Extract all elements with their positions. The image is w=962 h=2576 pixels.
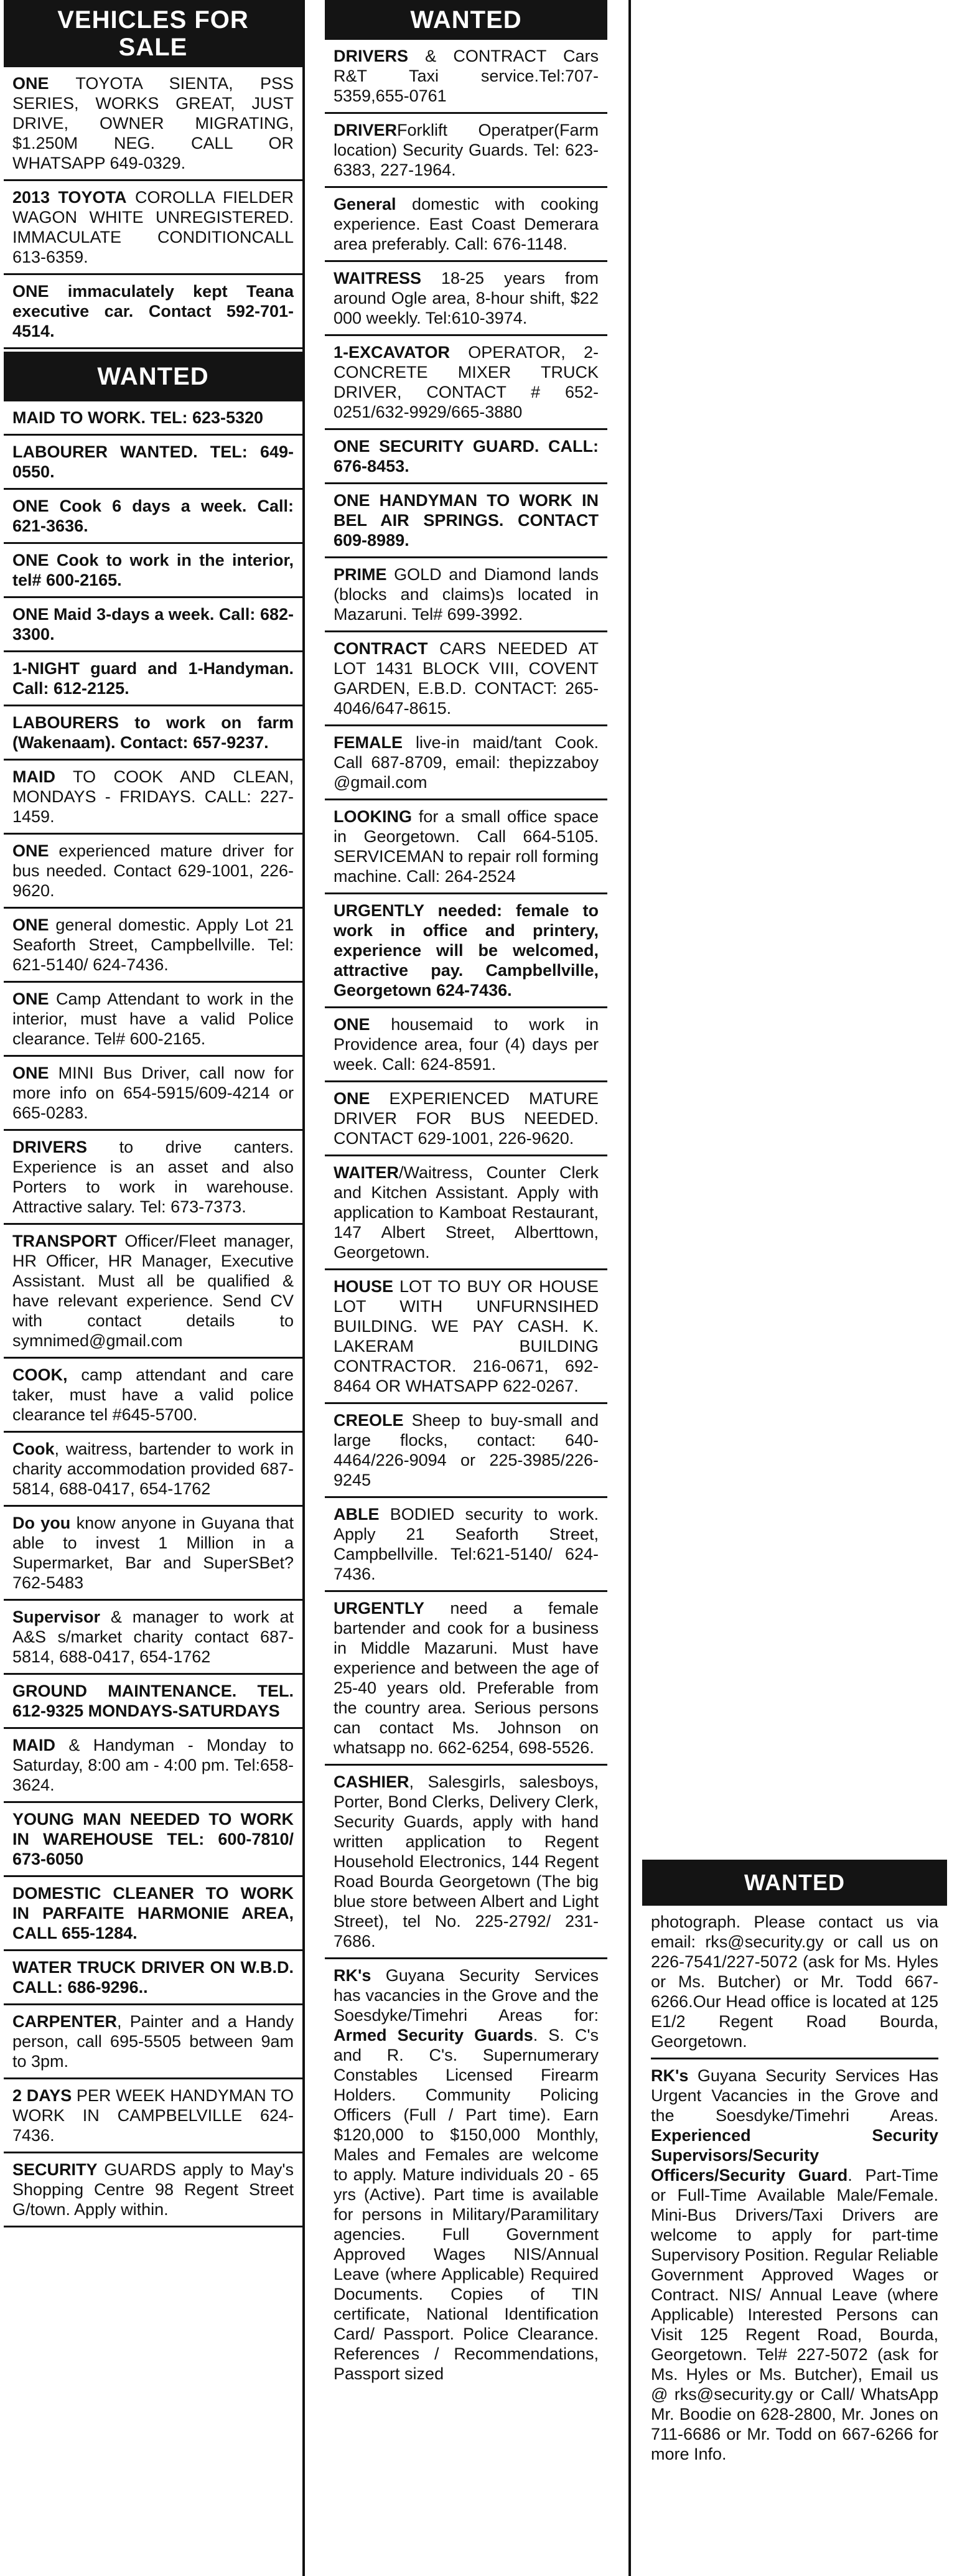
ad-lead: ONE HANDYMAN TO WORK IN BEL AIR SPRINGS. CONTACT 609-8989. xyxy=(334,491,599,550)
ad-lead: RK's xyxy=(334,1966,371,1985)
ad-lead: ONE xyxy=(12,916,49,934)
ad-bold: Armed Security Guards xyxy=(334,2026,533,2044)
classified-ad xyxy=(325,1008,607,1082)
classified-ad xyxy=(4,67,302,181)
classified-ad xyxy=(325,430,607,484)
classified-ad xyxy=(4,1951,302,2005)
ad-lead: LOOKING xyxy=(334,807,412,826)
classified-ad xyxy=(4,652,302,706)
ad-text: Guyana Security Services Has Urgent Vacancies in the Grove and the Soesdyke/Timehri Areas. xyxy=(651,2066,938,2125)
ad-lead: General xyxy=(334,195,396,213)
classified-ad xyxy=(4,1057,302,1131)
ad-lead: ONE Cook to work in the interior, tel# 600-2165. xyxy=(12,551,294,589)
classified-ad xyxy=(4,1359,302,1433)
ad-lead: CARPENTER xyxy=(12,2012,118,2031)
ad-text: LOT TO BUY OR HOUSE LOT WITH UNFURNSIHED BUILDING. WE PAY CASH. K. LAKERAM BUILDING CONTRACTOR. 216-0671, 692-8464 OR WHATSAPP 622-0267. xyxy=(334,1277,599,1395)
ad-text: for a small office space in Georgetown. Call 664-5105. SERVICEMAN to repair roll forming machine. Call: 264-2524 xyxy=(334,807,599,886)
ad-text: BODIED security to work. Apply 21 Seaforth Street, Campbellville. Tel:621-5140/ 624-7436. xyxy=(334,1505,599,1583)
ad-lead: ONE xyxy=(12,74,49,93)
rks-ad-continued: photograph. Please contact us via email: rks@security.gy or call us on 226-7541/227-5072 (ask for Ms. Hyles or Ms. Butcher) or Mr. Todd 667-6266.Our Head office is located at 125 E1/2 Regent Road Bourda, Georgetown. xyxy=(651,1913,938,2051)
classified-ad xyxy=(4,490,302,544)
ad-text: MINI Bus Driver, call now for more info on 654-5915/609-4214 or 665-0283. xyxy=(12,1064,294,1122)
ad-text: , waitress, bartender to work in charity accommodation provided 687-5814, 688-0417, 654-1762 xyxy=(12,1440,294,1498)
ad-text: , Salesgirls, salesboys, Porter, Bond Clerks, Delivery Clerk, Security Guards, apply with hand written application to Regent Household Electronics, 144 Regent Road Bourda Georgetown (The big blue store between Albert and Light Street), tel No. 225-2792/ 231-7686. xyxy=(334,1773,599,1951)
rks-ad xyxy=(642,2059,947,2470)
ad-lead: URGENTLY xyxy=(334,1599,425,1618)
ad-text: . Part-Time or Full-Time Available Male/Female. Mini-Bus Drivers/Taxi Drivers are welcome to apply for part-time Supervisory Position. Regular Reliable Government Approved Wages or Contract. NIS/ Annual Leave (where Applicable) Interested Persons can Visit 125 Regent Road, Bourda, Georgetown. Tel# 227-5072 (ask for Ms. Hyles or Ms. Butcher), Email us @ rks@security.gy or Call/ WhatsApp Mr. Boodie on 628-2800, Mr. Jones on 711-6686 or Mr. Todd on 667-6266 for more Info. xyxy=(651,2166,938,2463)
rks-ad xyxy=(325,1959,607,2390)
ad-text: experienced mature driver for bus needed. Contact 629-1001, 226-9620. xyxy=(12,841,294,900)
classified-ad xyxy=(325,1592,607,1766)
classified-ad xyxy=(4,181,302,275)
ad-text: Guyana Security Services has vacancies in the Grove and the Soesdyke/Timehri Areas for: xyxy=(334,1966,599,2025)
classified-ad xyxy=(4,1131,302,1225)
classified-ad xyxy=(325,558,607,632)
ad-lead: ABLE xyxy=(334,1505,380,1524)
ad-text: domestic with cooking experience. East Coast Demerara area preferably. Call: 676-1148. xyxy=(334,195,599,253)
ad-text: & Handyman - Monday to Saturday, 8:00 am - 4:00 pm. Tel:658-3624. xyxy=(12,1736,294,1794)
classified-ad xyxy=(325,336,607,430)
ad-text: EXPERIENCED MATURE DRIVER FOR BUS NEEDED. CONTACT 629-1001, 226-9620. xyxy=(334,1089,599,1148)
ad-text: /Waitress, Counter Clerk and Kitchen Assistant. Apply with application to Kamboat Restaurant, 147 Albert Street, Alberttown, Georgetown. xyxy=(334,1163,599,1262)
ad-lead: ONE xyxy=(334,1089,370,1108)
ad-lead: ONE SECURITY GUARD. CALL: 676-8453. xyxy=(334,437,599,475)
vehicles-for-sale-header: VEHICLES FOR SALE xyxy=(4,0,302,67)
ad-lead: WAITRESS xyxy=(334,269,422,288)
ad-lead: DRIVER xyxy=(334,121,398,139)
ad-lead: WATER TRUCK DRIVER ON W.B.D. CALL: 686-9296.. xyxy=(12,1958,294,1997)
ad-text: TO COOK AND CLEAN, MONDAYS - FRIDAYS. CALL: 227-1459. xyxy=(12,767,294,826)
ad-lead: ONE immaculately kept Teana executive car. Contact 592-701-4514. xyxy=(12,282,294,340)
ad-lead: PRIME xyxy=(334,565,387,584)
classified-ad xyxy=(4,436,302,490)
classified-ad xyxy=(4,1601,302,1675)
classified-ad xyxy=(325,632,607,726)
ad-lead: CONTRACT xyxy=(334,639,428,658)
ad-lead: LABOURERS to work on farm (Wakenaam). Contact: 657-9237. xyxy=(12,713,294,752)
classified-ad xyxy=(4,1433,302,1507)
ad-text: Sheep to buy-small and large flocks, contact: 640-4464/226-9094 or 225-3985/226-9245 xyxy=(334,1411,599,1489)
classified-ad xyxy=(325,40,607,114)
ad-lead: MAID xyxy=(12,767,55,786)
classified-ad xyxy=(325,262,607,336)
ad-lead: CASHIER xyxy=(334,1773,409,1791)
ad-text: Officer/Fleet manager, HR Officer, HR Manager, Executive Assistant. Must all be qualified & have relevant experience. Send CV with contact details to symnimed@gmail.com xyxy=(12,1232,294,1350)
classified-ad xyxy=(4,1507,302,1601)
column-divider xyxy=(628,0,631,2576)
ad-lead: Do you xyxy=(12,1514,71,1532)
column-2 xyxy=(325,0,607,2390)
ad-text: camp attendant and care taker, must have a valid police clearance tel #645-5700. xyxy=(12,1365,294,1424)
ad-text: Forklift Operatper(Farm location) Security Guards. Tel: 623-6383, 227-1964. xyxy=(334,121,599,179)
classified-ad xyxy=(325,726,607,800)
classified-ad xyxy=(325,188,607,262)
classified-ad xyxy=(325,1766,607,1959)
classified-ad xyxy=(4,2079,302,2153)
ad-text: CARS NEEDED AT LOT 1431 BLOCK VIII, COVENT GARDEN, E.B.D. CONTACT: 265-4046/647-8615. xyxy=(334,639,599,718)
classified-ad xyxy=(4,544,302,598)
classified-ad xyxy=(4,835,302,909)
classified-ad xyxy=(325,484,607,558)
ad-bold: Experienced Security Supervisors/Security Officers/Security Guard xyxy=(651,2126,938,2185)
wanted-header: WANTED xyxy=(4,352,302,401)
classified-ad xyxy=(4,598,302,652)
classified-ad xyxy=(325,1082,607,1156)
classified-ad xyxy=(4,1803,302,1877)
ad-lead: GROUND MAINTENANCE. TEL. 612-9325 MONDAYS-SATURDAYS xyxy=(12,1682,294,1720)
ad-text: , Painter and a Handy person, call 695-5505 between 9am to 3pm. xyxy=(12,2012,294,2071)
ad-lead: Cook xyxy=(12,1440,55,1458)
ad-lead: HOUSE xyxy=(334,1277,394,1296)
ad-lead: ONE xyxy=(334,1015,370,1034)
classified-ad xyxy=(325,1498,607,1592)
ad-lead: 1-EXCAVATOR xyxy=(334,343,451,362)
column-1 xyxy=(4,0,302,2227)
classified-ad xyxy=(4,1729,302,1803)
ad-lead: 1-NIGHT guard and 1-Handyman. Call: 612-2125. xyxy=(12,659,294,698)
classified-ad xyxy=(4,275,302,349)
classified-ad xyxy=(4,1877,302,1951)
ad-text: PER WEEK HANDYMAN TO WORK IN CAMPBELVILLE 624-7436. xyxy=(12,2086,294,2145)
ad-lead: COOK, xyxy=(12,1365,68,1384)
ad-lead: DRIVERS xyxy=(12,1138,88,1156)
ad-text: 18-25 years from around Ogle area, 8-hour shift, $22 000 weekly. Tel:610-3974. xyxy=(334,269,599,327)
ad-lead: ONE Cook 6 days a week. Call: 621-3636. xyxy=(12,497,294,535)
ad-text: need a female bartender and cook for a business in Middle Mazaruni. Must have experience and between the age of 25-40 years old. Preferable from the country area. Serious persons can contact Ms. Johnson on whatsapp no. 662-6254, 698-5526. xyxy=(334,1599,599,1757)
classified-ad xyxy=(4,401,302,436)
wanted-header: WANTED xyxy=(642,1860,947,1906)
classified-ad xyxy=(325,1270,607,1404)
ad-text: GOLD and Diamond lands (blocks and claims)s located in Mazaruni. Tel# 699-3992. xyxy=(334,565,599,624)
classified-ad xyxy=(4,1675,302,1729)
wanted-list xyxy=(325,40,607,1959)
ad-text: know anyone in Guyana that able to invest 1 Million in a Supermarket, Bar and SuperSBet? 762-5483 xyxy=(12,1514,294,1592)
ad-lead: ONE xyxy=(12,1064,49,1082)
ad-lead: CREOLE xyxy=(334,1411,404,1430)
ad-text: live-in maid/tant Cook. Call 687-8709, email: thepizzaboy @gmail.com xyxy=(334,733,599,792)
ad-lead: Supervisor xyxy=(12,1608,101,1626)
ad-lead: ONE Maid 3-days a week. Call: 682-3300. xyxy=(12,605,294,644)
ad-text: to drive canters. Experience is an asset and also Porters to work in warehouse. Attractive salary. Tel: 673-7373. xyxy=(12,1138,294,1216)
ad-lead: URGENTLY needed: female to work in office and printery, experience will be welcomed, attractive pay. Campbellville, Georgetown 624-7436. xyxy=(334,901,599,1000)
classified-ad xyxy=(325,1404,607,1498)
ad-text: COROLLA FIELDER WAGON WHITE UNREGISTERED. IMMACULATE CONDITIONCALL 613-6359. xyxy=(12,188,294,266)
classified-ad xyxy=(4,983,302,1057)
ad-lead: RK's xyxy=(651,2066,689,2085)
wanted-header: WANTED xyxy=(325,0,607,40)
classified-ad xyxy=(4,706,302,761)
ad-text: OPERATOR, 2- CONCRETE MIXER TRUCK DRIVER, CONTACT # 652-0251/632-9929/665-3880 xyxy=(334,343,599,421)
vehicles-list xyxy=(4,67,302,349)
ad-text: . S. C's and R. C's. Supernumerary Constables Licensed Firearm Holders. Community Policing Officers (Full / Part time). Earn $120,000 to $150,000 Monthly, Males and Females are welcome to apply. Mature individuals 20 - 65 yrs (Active). Part time is available for persons in Military/Paramilitary agencies. Full Government Approved Wages NIS/Annual Leave (where Applicable) Required Documents. Copies of TIN certificate, National Identification Card/ Passport. Police Clearance. References / Recommendations, Passport sized xyxy=(334,2026,599,2383)
ad-text: & manager to work at A&S s/market charity contact 687-5814, 688-0417, 654-1762 xyxy=(12,1608,294,1666)
ad-lead: DOMESTIC CLEANER TO WORK IN PARFAITE HARMONIE AREA, CALL 655-1284. xyxy=(12,1884,294,1942)
ad-lead: LABOURER WANTED. TEL: 649-0550. xyxy=(12,443,294,481)
classified-ad xyxy=(325,1156,607,1270)
ad-lead: YOUNG MAN NEEDED TO WORK IN WAREHOUSE TEL: 600-7810/ 673-6050 xyxy=(12,1810,294,1868)
ad-lead: WAITER xyxy=(334,1163,399,1182)
ad-lead: SECURITY xyxy=(12,2160,98,2179)
classified-ad xyxy=(4,2005,302,2079)
ad-lead: ONE xyxy=(12,841,49,860)
ad-lead: 2013 TOYOTA xyxy=(12,188,127,207)
classified-ad xyxy=(4,761,302,835)
ad-text: Camp Attendant to work in the interior, must have a valid Police clearance. Tel# 600-2165. xyxy=(12,990,294,1048)
ad-lead: FEMALE xyxy=(334,733,403,752)
wanted-list xyxy=(4,401,302,2227)
classified-ad xyxy=(325,894,607,1008)
ad-lead: 2 DAYS xyxy=(12,2086,72,2105)
ad-text: & CONTRACT Cars R&T Taxi service.Tel:707-5359,655-0761 xyxy=(334,47,599,105)
ad-text: TOYOTA SIENTA, PSS SERIES, WORKS GREAT, JUST DRIVE, OWNER MIGRATING, $1.250M NEG. CALL OR WHATSAPP 649-0329. xyxy=(12,74,294,172)
classified-ad xyxy=(4,909,302,983)
column-3 xyxy=(642,1860,947,2470)
column-divider xyxy=(302,0,305,2576)
classified-ad xyxy=(325,114,607,188)
ad-lead: TRANSPORT xyxy=(12,1232,117,1250)
ad-lead: ONE xyxy=(12,990,49,1008)
classified-ad xyxy=(4,2153,302,2227)
ad-lead: MAID xyxy=(12,1736,55,1754)
classified-ad xyxy=(4,1225,302,1359)
ad-text: GUARDS apply to May's Shopping Centre 98 Regent Street G/town. Apply within. xyxy=(12,2160,294,2219)
ad-text: general domestic. Apply Lot 21 Seaforth Street, Campbellville. Tel: 621-5140/ 624-7436. xyxy=(12,916,294,974)
ad-text: housemaid to work in Providence area, four (4) days per week. Call: 624-8591. xyxy=(334,1015,599,1074)
ad-lead: DRIVERS xyxy=(334,47,409,65)
ad-lead: MAID TO WORK. TEL: 623-5320 xyxy=(12,408,264,427)
classified-ad xyxy=(325,800,607,894)
